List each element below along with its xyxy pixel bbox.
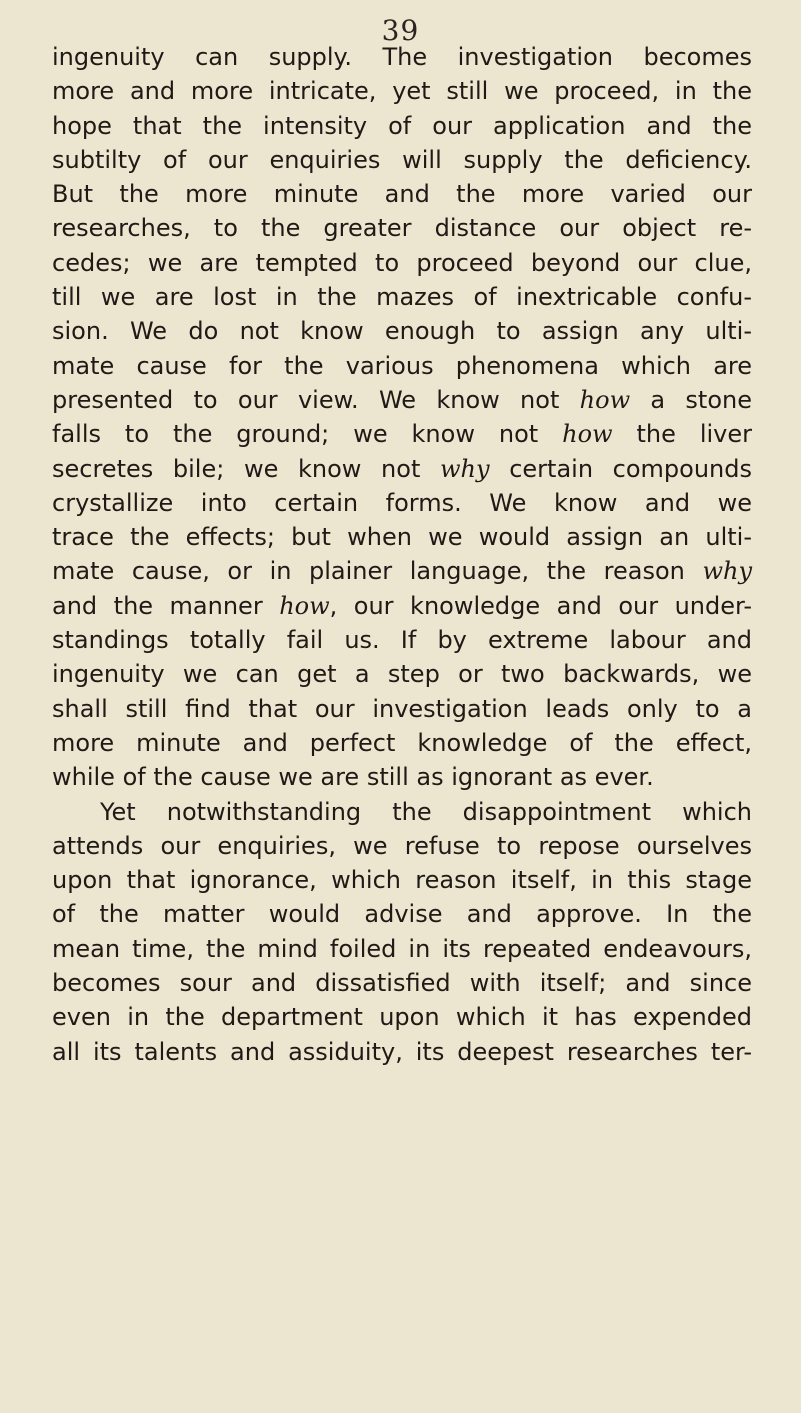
- text-line: [52, 74, 752, 108]
- text-segment: trace the effects; but when we would assign an ulti-: [52, 523, 752, 552]
- text-line: [52, 417, 752, 451]
- text-line: [52, 692, 752, 726]
- italic-word: how: [279, 591, 330, 620]
- body-text: [52, 40, 752, 1069]
- italic-word: how: [562, 420, 613, 449]
- text-line: [52, 177, 752, 211]
- text-segment: the liver: [612, 420, 752, 449]
- text-segment: hope that the intensity of our application and the: [52, 111, 752, 140]
- text-segment: becomes sour and dissatisfied with itself; and since: [52, 969, 752, 998]
- text-segment: sion. We do not know enough to assign any ulti-: [52, 317, 752, 346]
- text-segment: shall still find that our investigation leads only to a: [52, 694, 752, 723]
- text-line: [52, 452, 752, 486]
- text-line: [52, 589, 752, 623]
- text-segment: secretes bile; we know not: [52, 454, 440, 483]
- text-segment: mate cause, or in plainer language, the reason: [52, 557, 703, 586]
- text-line: [52, 795, 752, 829]
- italic-word: how: [579, 385, 631, 414]
- text-line: [52, 863, 752, 897]
- text-line: [52, 280, 752, 314]
- page-number: 39: [381, 14, 420, 47]
- text-segment: standings totally fail us. If by extreme labour and: [52, 626, 752, 655]
- text-line: [52, 246, 752, 280]
- text-segment: all its talents and assiduity, its deepest researches ter-: [52, 1037, 752, 1066]
- text-segment: a stone: [630, 385, 752, 414]
- text-line: [52, 143, 752, 177]
- text-line: [52, 897, 752, 931]
- text-segment: falls to the ground; we know not: [52, 420, 563, 449]
- text-segment: even in the department upon which it has expended: [52, 1003, 752, 1032]
- text-line: [52, 383, 752, 417]
- italic-word: why: [702, 557, 752, 586]
- text-segment: researches, to the greater distance our object re-: [52, 214, 752, 243]
- text-segment: till we are lost in the mazes of inextricable confu-: [52, 283, 752, 312]
- text-line: [52, 657, 752, 691]
- text-segment: ingenuity can supply. The investigation becomes: [52, 43, 752, 71]
- text-segment: , our knowledge and our under-: [329, 591, 752, 620]
- text-line: [52, 554, 752, 588]
- text-segment: cedes; we are tempted to proceed beyond our clue,: [52, 248, 752, 277]
- text-line: [52, 760, 752, 794]
- text-segment: and the manner: [52, 591, 280, 620]
- text-line: [52, 314, 752, 348]
- text-segment: Yet notwithstanding the disappointment which: [100, 797, 752, 826]
- text-segment: crystallize into certain forms. We know and we: [52, 488, 752, 517]
- text-segment: subtilty of our enquiries will supply the deficiency.: [52, 145, 752, 174]
- text-line: [52, 40, 752, 74]
- text-segment: ingenuity we can get a step or two backwards, we: [52, 660, 752, 689]
- text-line: [52, 109, 752, 143]
- text-line: [52, 726, 752, 760]
- text-line: [52, 932, 752, 966]
- text-line: [52, 1000, 752, 1034]
- text-line: [52, 1035, 752, 1069]
- text-segment: But the more minute and the more varied our: [52, 180, 752, 209]
- text-line: [52, 349, 752, 383]
- italic-word: why: [440, 454, 490, 483]
- text-line: [52, 623, 752, 657]
- text-segment: attends our enquiries, we refuse to repose ourselves: [52, 831, 752, 860]
- text-segment: presented to our view. We know not: [52, 385, 580, 414]
- text-line: [52, 966, 752, 1000]
- text-segment: certain compounds: [489, 454, 753, 483]
- text-line: [52, 211, 752, 245]
- text-line: [52, 520, 752, 554]
- text-segment: more minute and perfect knowledge of the effect,: [52, 728, 752, 757]
- text-segment: more and more intricate, yet still we proceed, in the: [52, 77, 752, 106]
- text-segment: mean time, the mind foiled in its repeated endeavours,: [52, 934, 752, 963]
- text-segment: of the matter would advise and approve. In the: [52, 900, 752, 929]
- text-line: [52, 829, 752, 863]
- text-segment: mate cause for the various phenomena which are: [52, 351, 752, 380]
- text-segment: while of the cause we are still as ignorant as ever.: [52, 763, 654, 792]
- text-segment: upon that ignorance, which reason itself, in this stage: [52, 866, 752, 895]
- text-line: [52, 486, 752, 520]
